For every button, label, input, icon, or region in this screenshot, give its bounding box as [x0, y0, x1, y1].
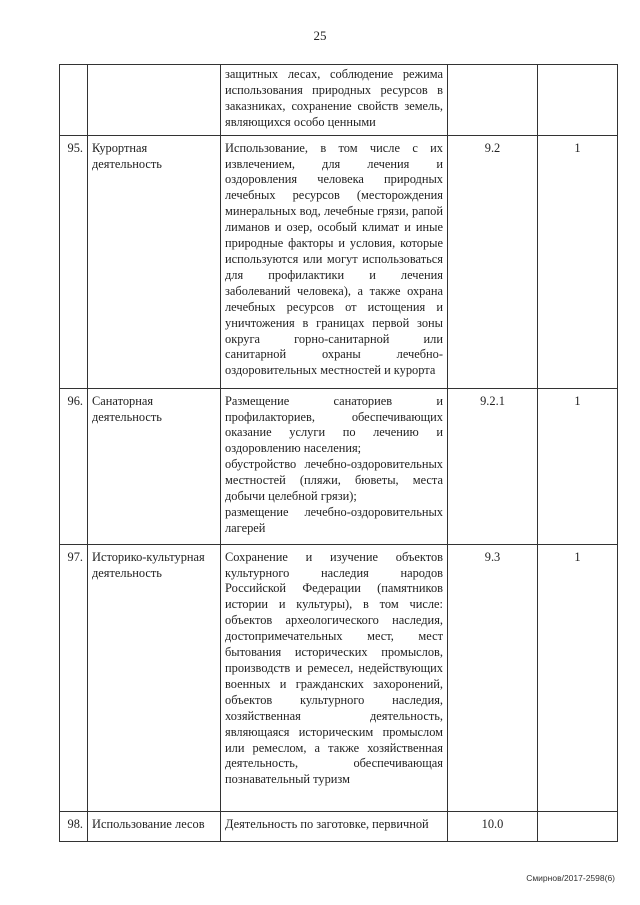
activity-name: Санаторная деятельность [88, 388, 221, 544]
row-number: 95. [60, 135, 88, 388]
activity-description [221, 65, 448, 136]
activity-description [221, 811, 448, 841]
table-row [60, 65, 618, 136]
description-text: защитных лесах, соблюдение режима использования природных ресурсов в заказниках, сохранение свойств земель, являющихся особо ценными [225, 67, 443, 129]
activity-name [88, 65, 221, 136]
activity-description [221, 135, 448, 388]
activity-description [221, 544, 448, 811]
page-number: 25 [313, 28, 327, 43]
description-text: обустройство лечебно-оздоровительных местностей (пляжи, бюветы, места добычи целебной грязи); [225, 457, 443, 504]
row-number: 97. [60, 544, 88, 811]
description-text: Использование, в том числе с их извлечением, для лечения и оздоровления человека природных лечебных ресурсов (месторождения минеральных вод, лечебные грязи, рапой лиманов и озер, особый климат и иные природные факторы и условия, которые используются или могут использоваться для профилактики и лечения заболеваний человека), а также охрана лечебных ресурсов от истощения и уничтожения в границах первой зоны округа горно-санитарной или санитарной охраны лечебно-оздоровительных местностей и курорта [225, 140, 443, 378]
row-number: 98. [60, 811, 88, 841]
row-number: 96. [60, 388, 88, 544]
description-text: Сохранение и изучение объектов культурного наследия народов Российской Федерации (памятников истории и культуры), в том числе: объектов археологического наследия, достопримечательных мест, мест бытования исторических промыслов, производств и ремесел, недействующих военных и гражданских захоронений, объектов культурного наследия, хозяйственная деятельность, являющаяся историческим промыслом или ремеслом, а также хозяйственная деятельность, обеспечивающая познавательный туризм [225, 549, 443, 787]
land-use-table [59, 64, 618, 842]
description-text: размещение лечебно-оздоровительных лагерей [225, 504, 443, 535]
activity-code: 9.2.1 [448, 388, 538, 544]
activity-code: 9.3 [448, 544, 538, 811]
document-reference: Смирнов/2017-2598(6) [526, 873, 615, 883]
activity-description [221, 388, 448, 544]
activity-count [538, 811, 618, 841]
table-row [60, 388, 618, 544]
table-row [60, 811, 618, 841]
activity-count [538, 65, 618, 136]
table-row [60, 544, 618, 811]
row-number [60, 65, 88, 136]
activity-count: 1 [538, 544, 618, 811]
description-text: Деятельность по заготовке, первичной [225, 816, 429, 831]
activity-code: 10.0 [448, 811, 538, 841]
activity-code: 9.2 [448, 135, 538, 388]
activity-name: Использование лесов [88, 811, 221, 841]
activity-count: 1 [538, 135, 618, 388]
table-row [60, 135, 618, 388]
activity-code [448, 65, 538, 136]
description-text: Размещение санаториев и профилакториев, обеспечивающих оказание услуги по лечению и оздоровлению населения; [225, 393, 443, 456]
activity-name: Историко-культурная деятельность [88, 544, 221, 811]
activity-count: 1 [538, 388, 618, 544]
activity-name: Курортная деятельность [88, 135, 221, 388]
